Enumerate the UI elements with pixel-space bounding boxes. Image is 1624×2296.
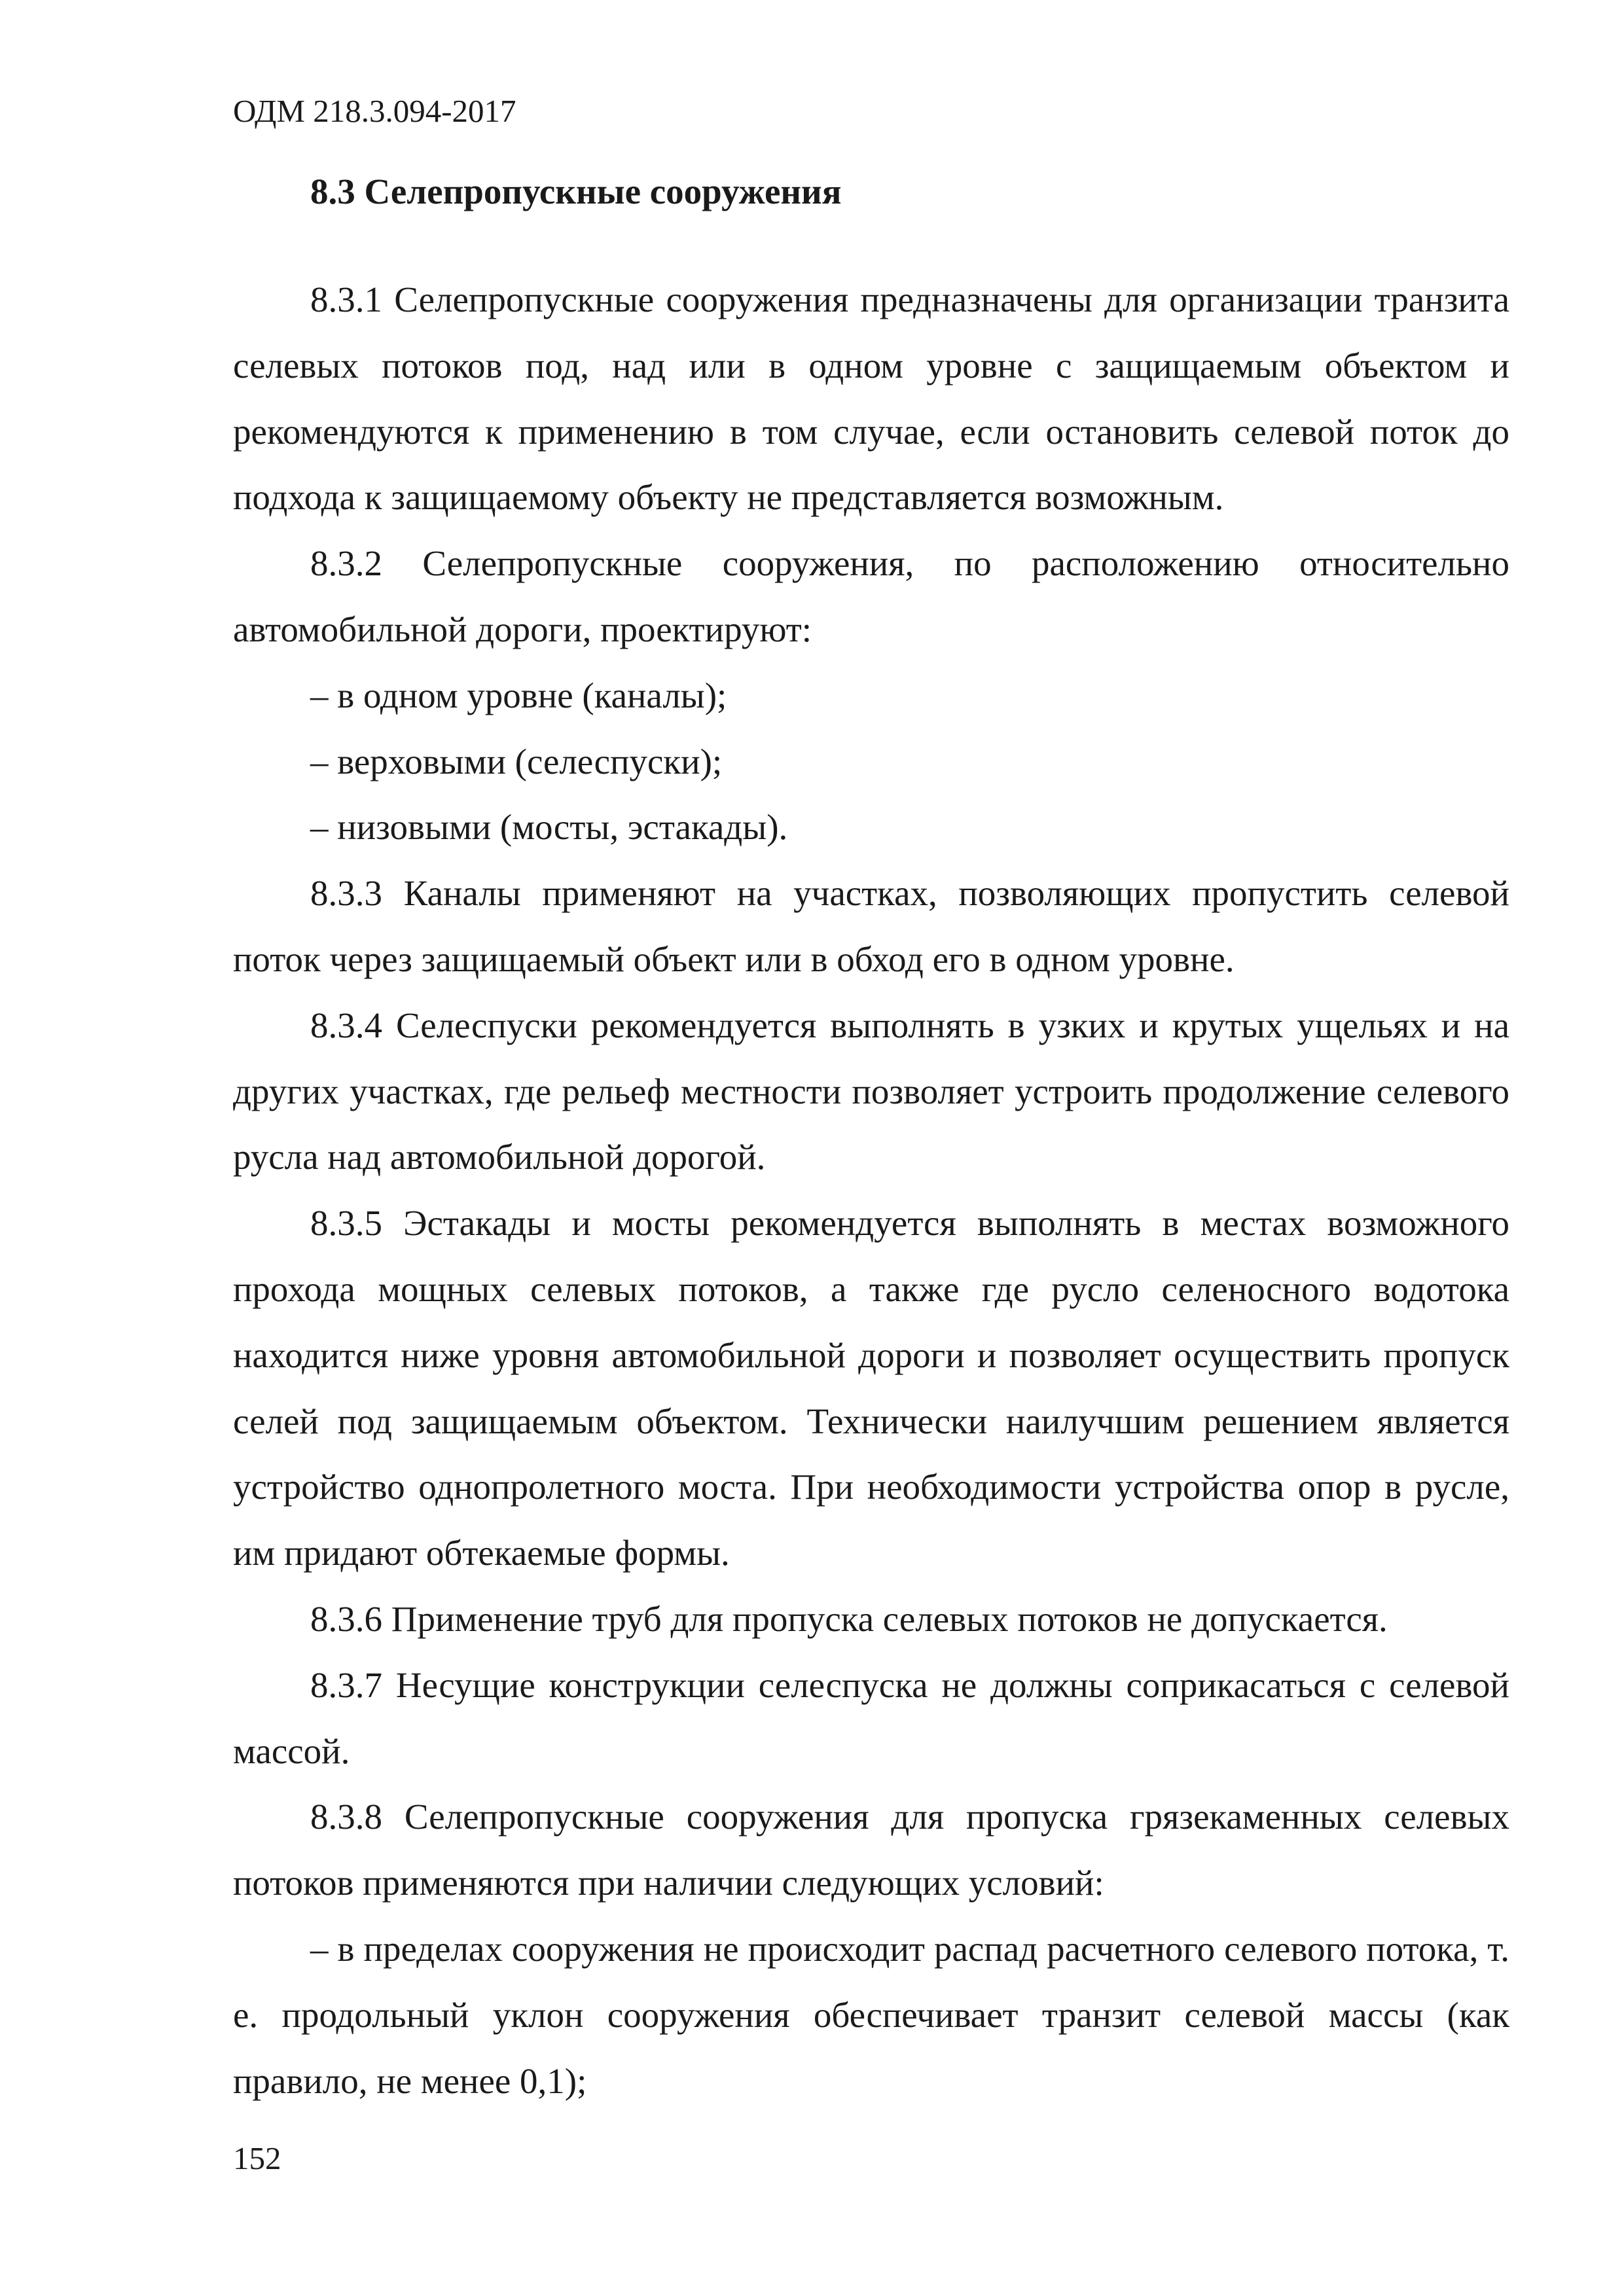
paragraph-8-3-5: 8.3.5 Эстакады и мосты рекомендуется выполнять в местах возможного прохода мощных селевых потоков, а также где русло селеносного водотока находится ниже уровня автомобильной дороги и позволяет осуществить пропуск селей под защищаемым объектом. Технически наилучшим решением является устройство однопролетного моста. При необходимости устройства опор в русле, им придают обтекаемые формы. <box>233 1203 1509 1573</box>
list-item-level-channels: – в одном уровне (каналы); <box>310 675 727 715</box>
paragraph-8-3-7: 8.3.7 Несущие конструкции селеспуска не должны соприкасаться с селевой массой. <box>233 1664 1509 1771</box>
section-heading: 8.3 Селепропускные сооружения <box>310 171 842 211</box>
paragraph-8-3-4: 8.3.4 Селеспуски рекомендуется выполнять в узких и крутых ущельях и на других участках, где рельеф местности позволяет устроить продолжение селевого русла над автомобильной дорогой. <box>233 1005 1509 1177</box>
document-code: ОДМ 218.3.094-2017 <box>233 93 516 129</box>
list-item-upper-chutes: – верховыми (селеспуски); <box>310 741 723 781</box>
list-item-lower-bridges: – низовыми (мосты, эстакады). <box>310 807 788 848</box>
paragraph-8-3-1: 8.3.1 Селепропускные сооружения предназначены для организации транзита селевых потоков под, над или в одном уровне с защищаемым объектом и рекомендуются к применению в том случае, если остановить селевой поток до подхода к защищаемому объекту не представляется возможным. <box>233 279 1509 518</box>
paragraph-8-3-3: 8.3.3 Каналы применяют на участках, позволяющих пропустить селевой поток через защищаемый объект или в обход его в одном уровне. <box>233 873 1509 979</box>
page-number: 152 <box>233 2140 281 2176</box>
body-text <box>233 267 1509 2114</box>
paragraph-8-3-6: 8.3.6 Применение труб для пропуска селевых потоков не допускается. <box>310 1598 1388 1639</box>
paragraph-8-3-2: 8.3.2 Селепропускные сооружения, по расположению относительно автомобильной дороги, проектируют: <box>233 543 1509 649</box>
paragraph-8-3-8: 8.3.8 Селепропускные сооружения для пропуска грязекаменных селевых потоков применяются при наличии следующих условий: <box>233 1797 1509 1903</box>
list-item-condition-transit: – в пределах сооружения не происходит распад расчетного селевого потока, т. е. продольный уклон сооружения обеспечивает транзит селевой массы (как правило, не менее 0,1); <box>233 1928 1509 2101</box>
